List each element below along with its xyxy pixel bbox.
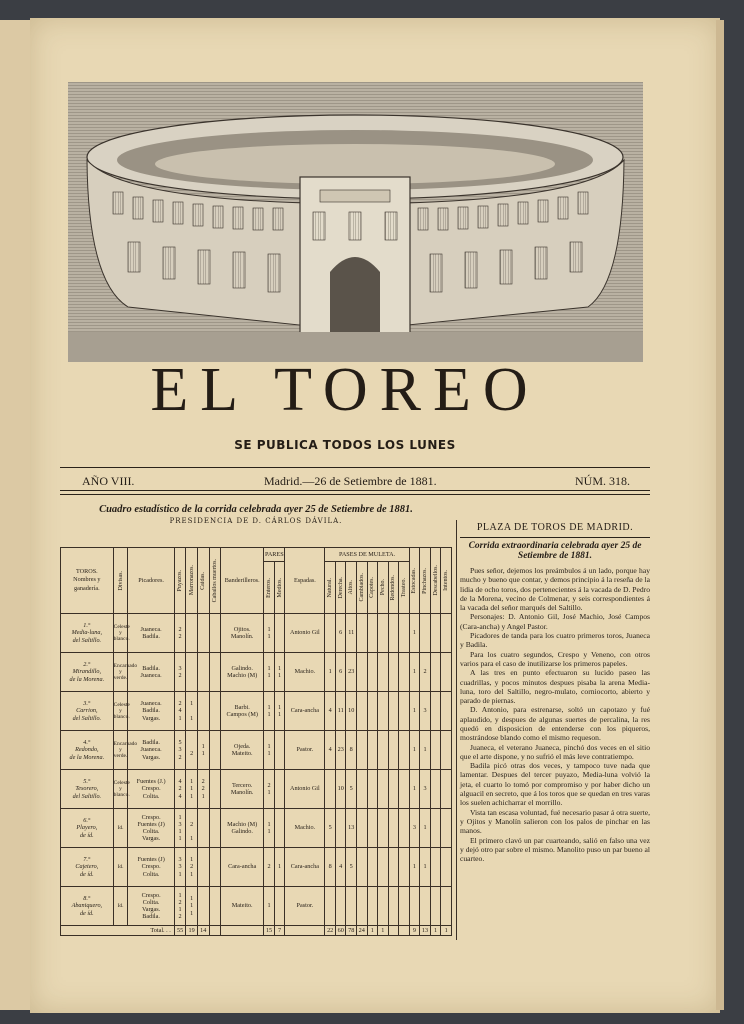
cell-cambiados	[356, 887, 367, 926]
header-caidas: Caidas.	[200, 571, 207, 590]
cell-intentos	[441, 887, 452, 926]
cell-descabellos	[430, 809, 441, 848]
cell-caballos	[209, 770, 221, 809]
article-paragraph: Pues señor, dejemos los preámbulos á un lado, porque hay mucho y bueno que contar, y demos principio á la reseña de la lidia de ocho toros, dos pertenecientes á la vacada de D. Pedro de la Morena, vecino de Colmenar, y seis correspondientes á la vacada del señor marqués del Saltillo.	[460, 565, 650, 613]
cell-altos: 8	[346, 731, 357, 770]
cell-capotes	[367, 653, 378, 692]
cell-descabellos	[430, 731, 441, 770]
cell-puyazos: 1 2 1 2	[174, 887, 186, 926]
cell-altos: 13	[346, 809, 357, 848]
bullring-engraving	[68, 82, 643, 362]
cell-espada: Pastor.	[285, 887, 325, 926]
cell-redondos	[388, 692, 399, 731]
cell-picadores: Badila. Juaneca.	[128, 653, 174, 692]
cell-altos: 11	[346, 614, 357, 653]
cell-redondos	[388, 809, 399, 848]
cell-descabellos	[430, 848, 441, 887]
cell-enteros: 1 1	[264, 614, 275, 653]
header-cambiados: Cambiados.	[358, 573, 365, 602]
cell-divisa: Celeste y blanco.	[113, 770, 128, 809]
cell-descabellos	[430, 887, 441, 926]
cell-caballos	[209, 809, 221, 848]
statistics-table	[60, 547, 452, 936]
cell-caballos	[209, 848, 221, 887]
cell-pinchazos: 1	[420, 848, 431, 887]
cell-banderilleros: Ojitos. Manolín.	[221, 614, 264, 653]
article-paragraph: A las tres en punto efectuaron su lucido paseo las cuadrillas, y pocos minutos despues pisaba la arena Media-luna, toro del Saltillo, negro-mulato, corniocorto, abierto y parado de piernas.	[460, 668, 650, 706]
cell-cambiados	[356, 809, 367, 848]
cell-redondos	[388, 848, 399, 887]
cell-natural: 5	[325, 809, 336, 848]
total-capotes: 1	[367, 926, 378, 936]
cell-caballos	[209, 692, 221, 731]
page-stack-edge	[716, 20, 724, 1010]
cell-marronazos: 2 1	[186, 809, 198, 848]
cell-marronazos: 1 1 1	[186, 887, 198, 926]
cell-cambiados	[356, 692, 367, 731]
cell-picadores: Badila. Juaneca. Vargas.	[128, 731, 174, 770]
article-paragraph: Para los cuatro segundos, Crespo y Veneno, con otros varios para el caso de inutilizarse los primeros papeles.	[460, 649, 650, 668]
cell-medios	[274, 731, 285, 770]
total-estocadas: 9	[409, 926, 420, 936]
cell-divisa: Celeste y blanco.	[113, 692, 128, 731]
header-marronazos: Marronazos.	[188, 565, 195, 596]
header-pinchazos: Pinchazos.	[421, 567, 428, 594]
cell-natural	[325, 770, 336, 809]
cell-intentos	[441, 692, 452, 731]
cell-banderilleros: Machio (M) Galindo.	[221, 809, 264, 848]
cell-divisa: Encarnado y verde.	[113, 731, 128, 770]
cell-caballos	[209, 614, 221, 653]
cell-intentos	[441, 731, 452, 770]
cell-enteros: 1 1	[264, 731, 275, 770]
header-capotes: Capotes.	[369, 577, 376, 598]
cell-espada: Antonio Gil	[285, 770, 325, 809]
cell-toro: 7.° Cajetero, de íd.	[61, 848, 114, 887]
cell-puyazos: 1 3 1 1	[174, 809, 186, 848]
cell-redondos	[388, 614, 399, 653]
cell-medios: 1 1	[274, 692, 285, 731]
article-paragraph: El primero clavó un par cuarteando, salió en falso una vez y dejó otro par sobre el mismo. Manolito puso un par bueno al cuarteo.	[460, 835, 650, 864]
cell-caidas	[197, 809, 209, 848]
table-row	[61, 653, 452, 692]
total-pinchazos: 13	[420, 926, 431, 936]
cell-caidas	[197, 887, 209, 926]
cell-enteros: 1	[264, 887, 275, 926]
table-row	[61, 614, 452, 653]
cell-espada: Pastor.	[285, 731, 325, 770]
column-divider	[456, 520, 457, 940]
cell-toro: 5.° Tesorero, del Saltillo.	[61, 770, 114, 809]
cell-banderilleros: Mateito.	[221, 887, 264, 926]
cell-redondos	[388, 653, 399, 692]
cell-derecha: 6	[335, 653, 346, 692]
header-rule-bottom-2	[60, 494, 650, 495]
header-descabellos: Descabellos.	[432, 565, 439, 596]
cell-picadores: Crespo. Fuentes (J) Colita. Vargas.	[128, 809, 174, 848]
article-paragraph: Badila picó otras dos veces, y tampoco tuve nada que lamentar. Despues del tercer puyazo, Media-luna volvió la jeta, el cuarto lo tomó por compromiso y por haber dicho un alguacil en secreto, que á los toros que se quedan en tres varas los suelen achicharrar el morrillo.	[460, 761, 650, 808]
cell-divisa: Celeste y blanco.	[113, 614, 128, 653]
cell-puyazos: 2 2	[174, 614, 186, 653]
cell-natural	[325, 887, 336, 926]
cell-descabellos	[430, 653, 441, 692]
cell-enteros: 1 1	[264, 809, 275, 848]
newspaper-title: EL TOREO	[150, 356, 540, 424]
header-banderilleros: Banderilleros.	[221, 548, 264, 614]
cell-marronazos: 2	[186, 731, 198, 770]
cell-natural: 8	[325, 848, 336, 887]
cell-medios	[274, 887, 285, 926]
cell-banderilleros: Cara-ancha	[221, 848, 264, 887]
cell-divisa: Id.	[113, 887, 128, 926]
cell-descabellos	[430, 692, 441, 731]
cell-pinchazos: 3	[420, 692, 431, 731]
cell-marronazos	[186, 653, 198, 692]
cell-intentos	[441, 809, 452, 848]
header-medios: Medios.	[276, 577, 283, 598]
cell-pinchazos: 1	[420, 731, 431, 770]
cell-banderilleros: Tercero. Manolín.	[221, 770, 264, 809]
cell-pinchazos	[420, 614, 431, 653]
cell-pecho	[378, 770, 389, 809]
cell-picadores: Fuentes (J.) Crespo. Colita.	[128, 770, 174, 809]
cell-natural: 4	[325, 692, 336, 731]
cell-natural: 4	[325, 731, 336, 770]
cell-pecho	[378, 692, 389, 731]
cell-pinchazos: 3	[420, 770, 431, 809]
cell-medios: 1 1	[274, 653, 285, 692]
cell-medios	[274, 614, 285, 653]
cell-picadores: Juaneca. Badila. Vargas.	[128, 692, 174, 731]
header-puyazos: Puyazos.	[177, 569, 184, 592]
table-row	[61, 731, 452, 770]
cell-pecho	[378, 653, 389, 692]
total-descabellos: 1	[430, 926, 441, 936]
header-natural: Natural.	[327, 577, 334, 598]
cell-toro: 2.° Mirandillo, de la Morena.	[61, 653, 114, 692]
table-row	[61, 848, 452, 887]
cell-altos: 10	[346, 692, 357, 731]
article-title: Corrida extraordinaria celebrada ayer 25 de Setiembre de 1881.	[468, 541, 642, 561]
header-estocadas: Estocadas.	[411, 567, 418, 594]
article-body	[460, 566, 650, 864]
cell-trasteo	[399, 848, 410, 887]
cell-toro: 1.° Media-luna, del Saltillo.	[61, 614, 114, 653]
cell-medios	[274, 770, 285, 809]
cell-descabellos	[430, 614, 441, 653]
cell-estocadas: 3	[409, 809, 420, 848]
cell-toro: 3.° Carrion, del Saltillo.	[61, 692, 114, 731]
cell-picadores: Juaneca. Badila.	[128, 614, 174, 653]
cell-caidas	[197, 692, 209, 731]
article-paragraph: Personajes: D. Antonio Gil, José Machio, José Campos (Cara-ancha) y Angel Pastor.	[460, 612, 650, 631]
cell-intentos	[441, 848, 452, 887]
total-puyazos: 55	[174, 926, 186, 936]
cell-estocadas	[409, 887, 420, 926]
cell-enteros: 1 1	[264, 653, 275, 692]
article-paragraph: D. Antonio, para estrenarse, soltó un capotazo y fué aplaudido, y despues de algunas suertes de percalina, la res quedó en disposicion de entenderse con los piqueros, mostrándose blando como el mismo requeson.	[460, 705, 650, 743]
table-subtitle: PRESIDENCIA DE D. CÁRLOS DÁVILA.	[169, 517, 343, 525]
facing-page-edge	[0, 20, 31, 1010]
cell-espada: Machio.	[285, 653, 325, 692]
cell-banderilleros: Ojeda. Mateito.	[221, 731, 264, 770]
header-redondos: Redondos.	[390, 574, 397, 601]
cell-picadores: Fuentes (J) Crespo. Colita.	[128, 848, 174, 887]
cell-redondos	[388, 770, 399, 809]
cell-derecha: 4	[335, 848, 346, 887]
cell-caidas	[197, 848, 209, 887]
header-trasteo: Trasteo.	[400, 577, 407, 598]
cell-toro: 8.° Abaniquero, de íd.	[61, 887, 114, 926]
total-derecha: 60	[335, 926, 346, 936]
cell-marronazos: 1 1	[186, 692, 198, 731]
cell-derecha: 6	[335, 614, 346, 653]
article-section-header: PLAZA DE TOROS DE MADRID.	[476, 522, 634, 533]
header-caballos: Caballos muertos.	[211, 558, 218, 603]
cell-marronazos: 1 2 1	[186, 848, 198, 887]
cell-trasteo	[399, 809, 410, 848]
total-pecho: 1	[378, 926, 389, 936]
cell-trasteo	[399, 653, 410, 692]
cell-estocadas: 1	[409, 770, 420, 809]
header-rule-top	[60, 467, 650, 468]
cell-trasteo	[399, 614, 410, 653]
total-intentos: 1	[441, 926, 452, 936]
header-derecha: Derecha.	[337, 576, 344, 599]
cell-capotes	[367, 887, 378, 926]
cell-espada: Antonio Gil	[285, 614, 325, 653]
cell-derecha	[335, 887, 346, 926]
cell-pecho	[378, 731, 389, 770]
cell-cambiados	[356, 848, 367, 887]
cell-cambiados	[356, 770, 367, 809]
cell-capotes	[367, 614, 378, 653]
cell-divisa: Id.	[113, 809, 128, 848]
table-row	[61, 770, 452, 809]
header-pecho: Pecho.	[379, 579, 386, 596]
cell-trasteo	[399, 731, 410, 770]
cell-capotes	[367, 809, 378, 848]
header-espadas: Espadas.	[285, 548, 325, 614]
cell-cambiados	[356, 731, 367, 770]
total-altos: 78	[346, 926, 357, 936]
publication-frequency: SE PUBLICA TODOS LOS LUNES	[234, 438, 456, 452]
cell-capotes	[367, 692, 378, 731]
cell-pinchazos	[420, 887, 431, 926]
article-rule	[460, 537, 650, 538]
cell-medios: 1	[274, 848, 285, 887]
cell-trasteo	[399, 770, 410, 809]
cell-altos: 23	[346, 653, 357, 692]
table-row	[61, 692, 452, 731]
cell-banderilleros: Barbi. Campos (M)	[221, 692, 264, 731]
header-enteros: Enteros.	[266, 577, 273, 598]
cell-divisa: Id.	[113, 848, 128, 887]
cell-redondos	[388, 731, 399, 770]
cell-estocadas: 1	[409, 653, 420, 692]
cell-caidas	[197, 653, 209, 692]
cell-altos: 5	[346, 848, 357, 887]
header-rule-bottom	[60, 490, 650, 491]
article-column	[460, 522, 650, 863]
cell-espada: Cara-ancha	[285, 692, 325, 731]
cell-pinchazos: 1	[420, 809, 431, 848]
cell-medios	[274, 809, 285, 848]
cell-capotes	[367, 770, 378, 809]
cell-enteros: 1 1	[264, 692, 275, 731]
cell-marronazos: 1 1 1	[186, 770, 198, 809]
cell-derecha: 23	[335, 731, 346, 770]
cell-caidas: 2 2 1	[197, 770, 209, 809]
cell-derecha: 11	[335, 692, 346, 731]
article-paragraph: Vista tan escasa voluntad, fué necesario pasar á otra suerte, y Ojitos y Manolín salieron con los palos de pinchar en las manos.	[460, 807, 650, 836]
total-label: Total. . .	[61, 926, 175, 936]
cell-natural	[325, 614, 336, 653]
cell-altos	[346, 887, 357, 926]
cell-espada: Machio.	[285, 809, 325, 848]
cell-puyazos: 2 4 1	[174, 692, 186, 731]
cell-pecho	[378, 887, 389, 926]
issue-year: AÑO VIII.	[82, 474, 135, 488]
cell-cambiados	[356, 614, 367, 653]
cell-picadores: Crespo. Colita. Vargas. Badila.	[128, 887, 174, 926]
cell-caballos	[209, 887, 221, 926]
header-divisas: Divisas.	[117, 570, 124, 591]
header-pares: PARES	[264, 548, 285, 562]
header-toros: TOROS. Nombres y ganadería.	[61, 548, 114, 614]
cell-enteros: 2	[264, 848, 275, 887]
cell-caballos	[209, 731, 221, 770]
cell-puyazos: 5 3 2	[174, 731, 186, 770]
cell-estocadas: 1	[409, 848, 420, 887]
cell-derecha: 10	[335, 770, 346, 809]
cell-natural: 1	[325, 653, 336, 692]
cell-puyazos: 3 3 1	[174, 848, 186, 887]
cell-intentos	[441, 653, 452, 692]
cell-pecho	[378, 809, 389, 848]
cell-toro: 6.° Playero, de íd.	[61, 809, 114, 848]
cell-altos: 5	[346, 770, 357, 809]
total-cambiados: 24	[356, 926, 367, 936]
cell-toro: 4.° Redondo, de la Morena.	[61, 731, 114, 770]
header-pases: PASES DE MULETA.	[325, 548, 409, 562]
cell-pinchazos: 2	[420, 653, 431, 692]
cell-puyazos: 4 2 4	[174, 770, 186, 809]
cell-capotes	[367, 731, 378, 770]
total-medios: 7	[274, 926, 285, 936]
cell-marronazos	[186, 614, 198, 653]
cell-intentos	[441, 614, 452, 653]
cell-descabellos	[430, 770, 441, 809]
cell-estocadas: 1	[409, 692, 420, 731]
cell-derecha	[335, 809, 346, 848]
total-marronazos: 19	[186, 926, 198, 936]
issue-date: Madrid.—26 de Setiembre de 1881.	[264, 474, 437, 488]
cell-capotes	[367, 848, 378, 887]
total-caidas: 14	[197, 926, 209, 936]
cell-pecho	[378, 848, 389, 887]
table-row	[61, 887, 452, 926]
cell-enteros: 2 1	[264, 770, 275, 809]
header-intentos: Intentos.	[443, 570, 450, 591]
cell-trasteo	[399, 692, 410, 731]
cell-redondos	[388, 887, 399, 926]
cell-intentos	[441, 770, 452, 809]
cell-trasteo	[399, 887, 410, 926]
cell-divisa: Encarnado y verde.	[113, 653, 128, 692]
total-natural: 22	[325, 926, 336, 936]
total-enteros: 15	[264, 926, 275, 936]
cell-caidas	[197, 614, 209, 653]
article-paragraph: Juaneca, el veterano Juaneca, pinchó dos veces en el sitio que el arte dispone, y no sufrió el más leve contratiempo.	[460, 742, 650, 761]
header-altos: Altos.	[348, 580, 355, 595]
cell-puyazos: 3 2	[174, 653, 186, 692]
table-title: Cuadro estadístico de la corrida celebrada ayer 25 de Setiembre de 1881.	[99, 504, 413, 515]
cell-cambiados	[356, 653, 367, 692]
table-row	[61, 809, 452, 848]
cell-caballos	[209, 653, 221, 692]
article-paragraph: Picadores de tanda para los cuatro primeros toros, Juaneca y Badila.	[460, 631, 650, 650]
cell-estocadas: 1	[409, 731, 420, 770]
issue-number: NÚM. 318.	[575, 474, 631, 488]
cell-banderilleros: Galindo. Machio (M)	[221, 653, 264, 692]
cell-estocadas: 1	[409, 614, 420, 653]
header-picadores: Picadores.	[128, 548, 174, 614]
cell-espada: Cara-ancha	[285, 848, 325, 887]
cell-pecho	[378, 614, 389, 653]
cell-caidas: 1 1	[197, 731, 209, 770]
